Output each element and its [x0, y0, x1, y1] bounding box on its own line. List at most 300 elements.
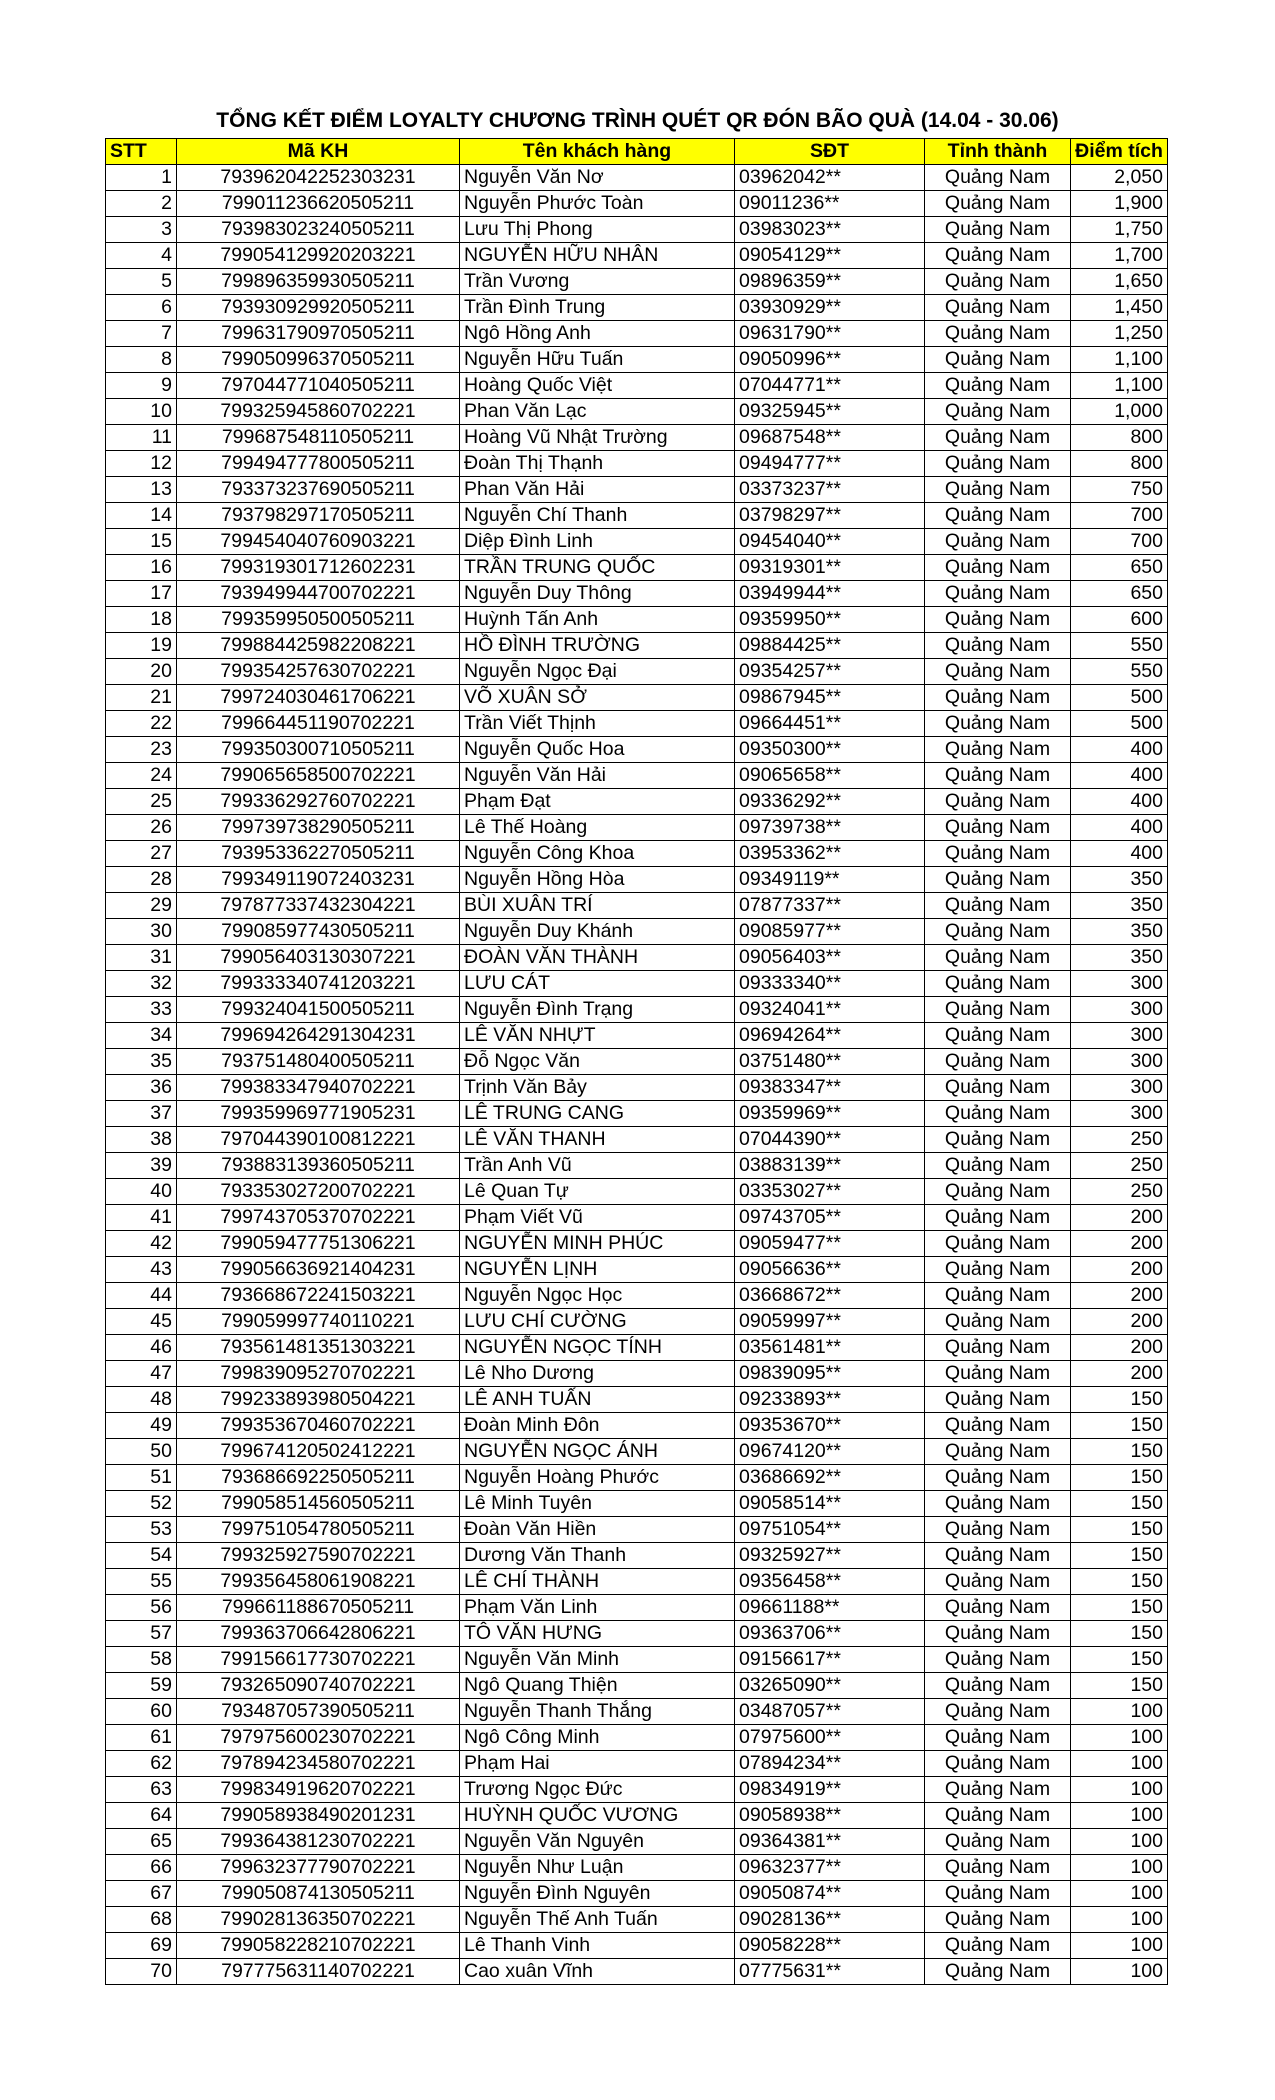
cell-customer-code: 799356458061908221 [177, 1569, 460, 1595]
cell-province: Quảng Nam [925, 841, 1071, 867]
cell-points: 1,900 [1071, 191, 1168, 217]
cell-phone: 09454040** [735, 529, 925, 555]
cell-stt: 27 [106, 841, 177, 867]
cell-customer-code: 793487057390505211 [177, 1699, 460, 1725]
cell-customer-name: NGUYỄN LỊNH [460, 1257, 735, 1283]
table-row [106, 1647, 1168, 1673]
cell-customer-name: HUỲNH QUỐC VƯƠNG [460, 1803, 735, 1829]
cell-province: Quảng Nam [925, 685, 1071, 711]
cell-customer-name: Nguyễn Như Luận [460, 1855, 735, 1881]
cell-phone: 07975600** [735, 1725, 925, 1751]
cell-points: 800 [1071, 451, 1168, 477]
cell-customer-name: Phạm Hai [460, 1751, 735, 1777]
cell-stt: 68 [106, 1907, 177, 1933]
cell-customer-code: 799383347940702221 [177, 1075, 460, 1101]
cell-points: 150 [1071, 1387, 1168, 1413]
table-row [106, 1855, 1168, 1881]
cell-customer-name: Phạm Văn Linh [460, 1595, 735, 1621]
cell-customer-name: Phạm Đạt [460, 789, 735, 815]
cell-phone: 09058228** [735, 1933, 925, 1959]
cell-province: Quảng Nam [925, 1309, 1071, 1335]
cell-stt: 31 [106, 945, 177, 971]
table-row [106, 165, 1168, 191]
cell-customer-code: 799325945860702221 [177, 399, 460, 425]
cell-phone: 07044771** [735, 373, 925, 399]
cell-province: Quảng Nam [925, 1335, 1071, 1361]
cell-stt: 30 [106, 919, 177, 945]
cell-province: Quảng Nam [925, 893, 1071, 919]
cell-customer-name: Dương Văn Thanh [460, 1543, 735, 1569]
cell-province: Quảng Nam [925, 1283, 1071, 1309]
table-row [106, 1153, 1168, 1179]
cell-customer-code: 793373237690505211 [177, 477, 460, 503]
table-row [106, 1231, 1168, 1257]
cell-points: 200 [1071, 1361, 1168, 1387]
cell-customer-name: Lê Quan Tự [460, 1179, 735, 1205]
cell-province: Quảng Nam [925, 191, 1071, 217]
cell-customer-code: 799743705370702221 [177, 1205, 460, 1231]
cell-customer-code: 799156617730702221 [177, 1647, 460, 1673]
table-row [106, 997, 1168, 1023]
table-row [106, 1439, 1168, 1465]
cell-points: 700 [1071, 529, 1168, 555]
cell-points: 1,650 [1071, 269, 1168, 295]
cell-customer-code: 799059997740110221 [177, 1309, 460, 1335]
cell-stt: 11 [106, 425, 177, 451]
cell-customer-name: Huỳnh Tấn Anh [460, 607, 735, 633]
table-row [106, 763, 1168, 789]
cell-phone: 09059997** [735, 1309, 925, 1335]
cell-province: Quảng Nam [925, 1049, 1071, 1075]
table-row [106, 295, 1168, 321]
cell-stt: 6 [106, 295, 177, 321]
cell-phone: 09687548** [735, 425, 925, 451]
cell-phone: 09050996** [735, 347, 925, 373]
cell-customer-code: 799661188670505211 [177, 1595, 460, 1621]
cell-phone: 09661188** [735, 1595, 925, 1621]
cell-province: Quảng Nam [925, 971, 1071, 997]
table-row [106, 503, 1168, 529]
cell-phone: 09156617** [735, 1647, 925, 1673]
cell-phone: 09694264** [735, 1023, 925, 1049]
cell-phone: 09884425** [735, 633, 925, 659]
cell-province: Quảng Nam [925, 217, 1071, 243]
cell-phone: 09664451** [735, 711, 925, 737]
cell-stt: 70 [106, 1959, 177, 1985]
cell-customer-code: 799058514560505211 [177, 1491, 460, 1517]
table-row [106, 1179, 1168, 1205]
cell-customer-code: 799011236620505211 [177, 191, 460, 217]
table-row [106, 1777, 1168, 1803]
cell-customer-name: Phan Văn Hải [460, 477, 735, 503]
cell-customer-code: 797044771040505211 [177, 373, 460, 399]
cell-customer-code: 799884425982208221 [177, 633, 460, 659]
cell-points: 350 [1071, 945, 1168, 971]
cell-stt: 13 [106, 477, 177, 503]
cell-phone: 09363706** [735, 1621, 925, 1647]
cell-customer-name: Đỗ Ngọc Văn [460, 1049, 735, 1075]
cell-customer-code: 797894234580702221 [177, 1751, 460, 1777]
table-row [106, 919, 1168, 945]
cell-points: 100 [1071, 1751, 1168, 1777]
table-row [106, 1699, 1168, 1725]
cell-customer-name: Ngô Quang Thiện [460, 1673, 735, 1699]
cell-province: Quảng Nam [925, 1751, 1071, 1777]
cell-phone: 09349119** [735, 867, 925, 893]
cell-points: 150 [1071, 1413, 1168, 1439]
table-row [106, 1569, 1168, 1595]
cell-points: 100 [1071, 1777, 1168, 1803]
cell-phone: 03751480** [735, 1049, 925, 1075]
cell-phone: 09674120** [735, 1439, 925, 1465]
cell-phone: 09739738** [735, 815, 925, 841]
table-row [106, 1543, 1168, 1569]
cell-stt: 7 [106, 321, 177, 347]
cell-province: Quảng Nam [925, 1543, 1071, 1569]
cell-customer-code: 799028136350702221 [177, 1907, 460, 1933]
cell-stt: 42 [106, 1231, 177, 1257]
cell-stt: 32 [106, 971, 177, 997]
cell-customer-name: Lưu Thị Phong [460, 217, 735, 243]
cell-customer-code: 799494777800505211 [177, 451, 460, 477]
cell-customer-name: Nguyễn Thế Anh Tuấn [460, 1907, 735, 1933]
cell-stt: 66 [106, 1855, 177, 1881]
table-row [106, 399, 1168, 425]
cell-customer-name: Trịnh Văn Bảy [460, 1075, 735, 1101]
cell-customer-name: Nguyễn Văn Nơ [460, 165, 735, 191]
cell-customer-name: Nguyễn Duy Thông [460, 581, 735, 607]
cell-province: Quảng Nam [925, 1101, 1071, 1127]
table-row [106, 737, 1168, 763]
cell-points: 1,450 [1071, 295, 1168, 321]
cell-customer-code: 793930929920505211 [177, 295, 460, 321]
column-header-stt: STT [106, 139, 177, 165]
table-row [106, 1257, 1168, 1283]
cell-customer-name: Nguyễn Hữu Tuấn [460, 347, 735, 373]
cell-customer-name: Trần Viết Thịnh [460, 711, 735, 737]
cell-province: Quảng Nam [925, 1777, 1071, 1803]
table-row [106, 1881, 1168, 1907]
table-row [106, 217, 1168, 243]
column-header-customer-name: Tên khách hàng [460, 139, 735, 165]
table-row [106, 451, 1168, 477]
cell-customer-name: NGUYỄN NGỌC ÁNH [460, 1439, 735, 1465]
cell-customer-code: 799065658500702221 [177, 763, 460, 789]
cell-province: Quảng Nam [925, 1725, 1071, 1751]
cell-points: 100 [1071, 1959, 1168, 1985]
cell-stt: 18 [106, 607, 177, 633]
cell-stt: 45 [106, 1309, 177, 1335]
cell-province: Quảng Nam [925, 451, 1071, 477]
table-row [106, 633, 1168, 659]
cell-stt: 37 [106, 1101, 177, 1127]
cell-stt: 39 [106, 1153, 177, 1179]
cell-stt: 69 [106, 1933, 177, 1959]
cell-points: 100 [1071, 1725, 1168, 1751]
table-row [106, 1127, 1168, 1153]
column-header-phone: SĐT [735, 139, 925, 165]
table-row [106, 1517, 1168, 1543]
table-row [106, 971, 1168, 997]
cell-customer-code: 799058228210702221 [177, 1933, 460, 1959]
table-row [106, 1205, 1168, 1231]
cell-customer-code: 797044390100812221 [177, 1127, 460, 1153]
cell-points: 700 [1071, 503, 1168, 529]
table-row [106, 1491, 1168, 1517]
table-row [106, 607, 1168, 633]
cell-stt: 24 [106, 763, 177, 789]
cell-province: Quảng Nam [925, 1803, 1071, 1829]
cell-phone: 09494777** [735, 451, 925, 477]
cell-customer-name: TRẦN TRUNG QUỐC [460, 555, 735, 581]
cell-customer-code: 793751480400505211 [177, 1049, 460, 1075]
cell-customer-name: LÊ CHÍ THÀNH [460, 1569, 735, 1595]
cell-stt: 19 [106, 633, 177, 659]
cell-phone: 09383347** [735, 1075, 925, 1101]
cell-points: 200 [1071, 1205, 1168, 1231]
table-row [106, 1283, 1168, 1309]
cell-points: 100 [1071, 1907, 1168, 1933]
cell-phone: 09896359** [735, 269, 925, 295]
cell-province: Quảng Nam [925, 1439, 1071, 1465]
cell-stt: 35 [106, 1049, 177, 1075]
cell-phone: 09050874** [735, 1881, 925, 1907]
cell-province: Quảng Nam [925, 1517, 1071, 1543]
cell-province: Quảng Nam [925, 945, 1071, 971]
cell-customer-name: Hoàng Quốc Việt [460, 373, 735, 399]
cell-phone: 09336292** [735, 789, 925, 815]
cell-customer-code: 799325927590702221 [177, 1543, 460, 1569]
cell-customer-name: Nguyễn Ngọc Học [460, 1283, 735, 1309]
cell-points: 150 [1071, 1647, 1168, 1673]
cell-points: 400 [1071, 841, 1168, 867]
cell-stt: 12 [106, 451, 177, 477]
cell-phone: 09867945** [735, 685, 925, 711]
cell-customer-name: Nguyễn Quốc Hoa [460, 737, 735, 763]
table-row [106, 1465, 1168, 1491]
table-row [106, 243, 1168, 269]
cell-phone: 09354257** [735, 659, 925, 685]
cell-phone: 09839095** [735, 1361, 925, 1387]
cell-customer-name: Nguyễn Công Khoa [460, 841, 735, 867]
cell-phone: 03883139** [735, 1153, 925, 1179]
cell-stt: 4 [106, 243, 177, 269]
cell-phone: 03962042** [735, 165, 925, 191]
cell-province: Quảng Nam [925, 1387, 1071, 1413]
cell-customer-name: Trần Vương [460, 269, 735, 295]
cell-province: Quảng Nam [925, 321, 1071, 347]
cell-customer-name: Lê Nho Dương [460, 1361, 735, 1387]
loyalty-table [105, 138, 1168, 1985]
table-row [106, 1075, 1168, 1101]
cell-phone: 09056636** [735, 1257, 925, 1283]
table-row [106, 1725, 1168, 1751]
cell-province: Quảng Nam [925, 243, 1071, 269]
cell-phone: 09028136** [735, 1907, 925, 1933]
cell-points: 250 [1071, 1179, 1168, 1205]
cell-points: 1,100 [1071, 347, 1168, 373]
table-row [106, 1101, 1168, 1127]
cell-customer-code: 799354257630702221 [177, 659, 460, 685]
cell-phone: 03930929** [735, 295, 925, 321]
cell-phone: 03561481** [735, 1335, 925, 1361]
table-header-row [106, 139, 1168, 165]
table-row [106, 1049, 1168, 1075]
cell-customer-name: Đoàn Minh Đôn [460, 1413, 735, 1439]
cell-province: Quảng Nam [925, 1699, 1071, 1725]
cell-points: 150 [1071, 1569, 1168, 1595]
cell-customer-code: 799233893980504221 [177, 1387, 460, 1413]
cell-province: Quảng Nam [925, 1257, 1071, 1283]
table-row [106, 321, 1168, 347]
cell-customer-name: Lê Thế Hoàng [460, 815, 735, 841]
cell-points: 150 [1071, 1673, 1168, 1699]
cell-phone: 03668672** [735, 1283, 925, 1309]
table-row [106, 1751, 1168, 1777]
table-row [106, 841, 1168, 867]
cell-points: 100 [1071, 1829, 1168, 1855]
cell-stt: 59 [106, 1673, 177, 1699]
cell-points: 1,750 [1071, 217, 1168, 243]
cell-points: 350 [1071, 893, 1168, 919]
cell-customer-code: 799364381230702221 [177, 1829, 460, 1855]
cell-phone: 09059477** [735, 1231, 925, 1257]
cell-phone: 07877337** [735, 893, 925, 919]
cell-province: Quảng Nam [925, 1127, 1071, 1153]
cell-province: Quảng Nam [925, 1075, 1071, 1101]
cell-phone: 03798297** [735, 503, 925, 529]
cell-province: Quảng Nam [925, 1153, 1071, 1179]
table-row [106, 1023, 1168, 1049]
cell-phone: 07044390** [735, 1127, 925, 1153]
cell-province: Quảng Nam [925, 1179, 1071, 1205]
cell-customer-code: 799054129920203221 [177, 243, 460, 269]
cell-customer-name: Nguyễn Đình Nguyên [460, 1881, 735, 1907]
cell-customer-code: 799056403130307221 [177, 945, 460, 971]
cell-points: 2,050 [1071, 165, 1168, 191]
cell-stt: 62 [106, 1751, 177, 1777]
cell-customer-code: 799739738290505211 [177, 815, 460, 841]
cell-province: Quảng Nam [925, 399, 1071, 425]
cell-province: Quảng Nam [925, 581, 1071, 607]
cell-stt: 22 [106, 711, 177, 737]
cell-stt: 57 [106, 1621, 177, 1647]
cell-stt: 65 [106, 1829, 177, 1855]
cell-customer-code: 793949944700702221 [177, 581, 460, 607]
cell-phone: 09834919** [735, 1777, 925, 1803]
cell-points: 400 [1071, 815, 1168, 841]
cell-points: 150 [1071, 1595, 1168, 1621]
cell-province: Quảng Nam [925, 1881, 1071, 1907]
cell-phone: 09364381** [735, 1829, 925, 1855]
table-row [106, 893, 1168, 919]
cell-phone: 03353027** [735, 1179, 925, 1205]
cell-province: Quảng Nam [925, 1569, 1071, 1595]
cell-stt: 5 [106, 269, 177, 295]
table-row [106, 1309, 1168, 1335]
cell-points: 150 [1071, 1491, 1168, 1517]
cell-points: 500 [1071, 711, 1168, 737]
cell-points: 250 [1071, 1153, 1168, 1179]
table-row [106, 1829, 1168, 1855]
cell-stt: 20 [106, 659, 177, 685]
cell-customer-code: 799751054780505211 [177, 1517, 460, 1543]
cell-phone: 09065658** [735, 763, 925, 789]
cell-customer-name: Nguyễn Chí Thanh [460, 503, 735, 529]
cell-stt: 3 [106, 217, 177, 243]
cell-customer-code: 799050874130505211 [177, 1881, 460, 1907]
cell-points: 100 [1071, 1699, 1168, 1725]
cell-customer-name: Trương Ngọc Đức [460, 1777, 735, 1803]
cell-province: Quảng Nam [925, 815, 1071, 841]
cell-customer-code: 799454040760903221 [177, 529, 460, 555]
cell-customer-code: 799319301712602231 [177, 555, 460, 581]
cell-province: Quảng Nam [925, 607, 1071, 633]
cell-phone: 09058514** [735, 1491, 925, 1517]
cell-province: Quảng Nam [925, 269, 1071, 295]
cell-province: Quảng Nam [925, 789, 1071, 815]
cell-stt: 1 [106, 165, 177, 191]
cell-province: Quảng Nam [925, 1959, 1071, 1985]
cell-phone: 09359950** [735, 607, 925, 633]
cell-points: 1,700 [1071, 243, 1168, 269]
cell-customer-code: 799350300710505211 [177, 737, 460, 763]
column-header-province: Tỉnh thành [925, 139, 1071, 165]
cell-province: Quảng Nam [925, 1855, 1071, 1881]
cell-points: 800 [1071, 425, 1168, 451]
cell-customer-name: LÊ VĂN THANH [460, 1127, 735, 1153]
cell-province: Quảng Nam [925, 633, 1071, 659]
cell-points: 200 [1071, 1335, 1168, 1361]
cell-province: Quảng Nam [925, 1595, 1071, 1621]
cell-province: Quảng Nam [925, 373, 1071, 399]
cell-points: 200 [1071, 1231, 1168, 1257]
cell-province: Quảng Nam [925, 1673, 1071, 1699]
cell-province: Quảng Nam [925, 659, 1071, 685]
cell-stt: 8 [106, 347, 177, 373]
table-row [106, 867, 1168, 893]
cell-phone: 09319301** [735, 555, 925, 581]
table-row [106, 555, 1168, 581]
table-row [106, 425, 1168, 451]
cell-customer-name: Nguyễn Thanh Thắng [460, 1699, 735, 1725]
cell-province: Quảng Nam [925, 763, 1071, 789]
cell-stt: 14 [106, 503, 177, 529]
cell-phone: 09325927** [735, 1543, 925, 1569]
cell-points: 100 [1071, 1881, 1168, 1907]
cell-province: Quảng Nam [925, 1231, 1071, 1257]
cell-points: 200 [1071, 1257, 1168, 1283]
cell-stt: 44 [106, 1283, 177, 1309]
cell-points: 650 [1071, 555, 1168, 581]
cell-customer-name: Nguyễn Hồng Hòa [460, 867, 735, 893]
cell-customer-name: VÕ XUÂN SỞ [460, 685, 735, 711]
cell-customer-code: 799664451190702221 [177, 711, 460, 737]
cell-stt: 64 [106, 1803, 177, 1829]
cell-customer-code: 797877337432304221 [177, 893, 460, 919]
cell-customer-name: Trần Đình Trung [460, 295, 735, 321]
cell-province: Quảng Nam [925, 1933, 1071, 1959]
cell-stt: 29 [106, 893, 177, 919]
table-row [106, 581, 1168, 607]
cell-phone: 09325945** [735, 399, 925, 425]
cell-province: Quảng Nam [925, 425, 1071, 451]
cell-province: Quảng Nam [925, 1465, 1071, 1491]
cell-customer-name: LÊ TRUNG CANG [460, 1101, 735, 1127]
cell-customer-code: 799834919620702221 [177, 1777, 460, 1803]
cell-points: 150 [1071, 1517, 1168, 1543]
cell-points: 100 [1071, 1933, 1168, 1959]
